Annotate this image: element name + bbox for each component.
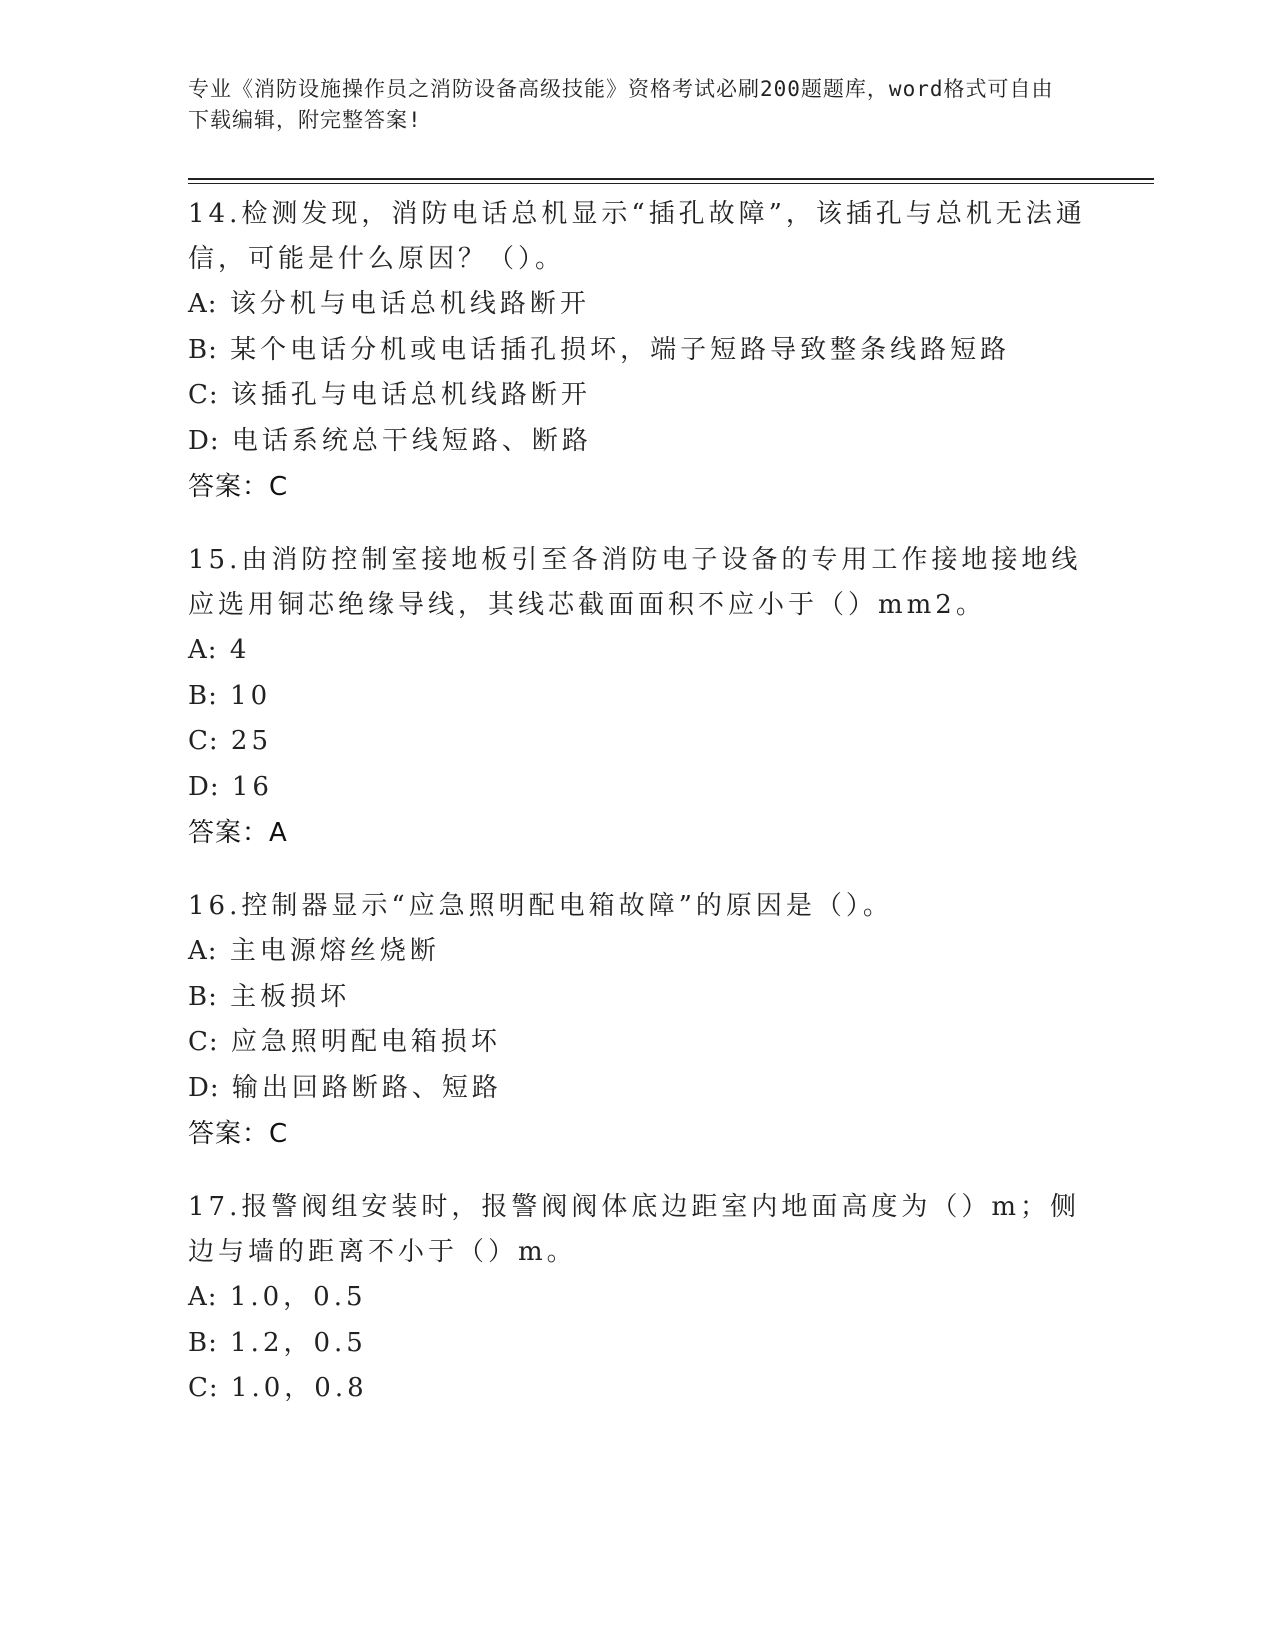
option-letter: A: <box>188 289 218 319</box>
option-a <box>188 1275 1088 1321</box>
question-list <box>188 192 1088 1440</box>
option-letter: C: <box>188 726 219 756</box>
option-text: 某个电话分机或电话插孔损坏，端子短路导致整条线路短路 <box>230 334 1011 365</box>
option-c <box>188 719 1088 765</box>
option-text: 1.0，0.8 <box>230 1373 368 1403</box>
option-b <box>188 1321 1088 1367</box>
option-text: 输出回路断路、短路 <box>231 1072 502 1103</box>
header-rule-thin <box>188 183 1154 184</box>
option-text: 电话系统总干线短路、断路 <box>231 425 592 456</box>
option-text: 16 <box>231 771 273 802</box>
option-d <box>188 1066 1088 1112</box>
option-c <box>188 373 1088 419</box>
option-letter: A: <box>188 635 218 665</box>
option-letter: D: <box>188 425 220 456</box>
question-16 <box>188 884 1088 1157</box>
option-a <box>188 282 1088 328</box>
option-letter: B: <box>188 981 218 1012</box>
answer-line: 答案：C <box>188 472 289 502</box>
option-letter: A: <box>188 1282 218 1312</box>
option-d <box>188 419 1088 465</box>
question-15 <box>188 538 1088 856</box>
answer-line: 答案：A <box>188 818 288 848</box>
option-a <box>188 929 1088 975</box>
option-letter: D: <box>188 1072 220 1103</box>
option-text: 应急照明配电箱损坏 <box>230 1027 501 1057</box>
option-text: 该插孔与电话总机线路断开 <box>230 380 591 410</box>
question-17 <box>188 1185 1088 1412</box>
option-c <box>188 1366 1088 1412</box>
option-text: 1.2，0.5 <box>230 1327 367 1358</box>
option-b <box>188 975 1088 1021</box>
header-rule-thick <box>188 178 1154 180</box>
option-text: 10 <box>230 680 272 711</box>
option-letter: C: <box>188 380 219 410</box>
option-text: 主板损坏 <box>230 981 351 1012</box>
question-stem: 14.检测发现，消防电话总机显示“插孔故障”，该插孔与总机无法通信，可能是什么原因？（）。 <box>188 199 1086 274</box>
option-text: 主电源熔丝烧断 <box>229 936 440 966</box>
question-stem: 16.控制器显示“应急照明配电箱故障”的原因是（）。 <box>188 891 893 921</box>
option-letter: D: <box>188 771 220 802</box>
option-letter: C: <box>188 1373 219 1403</box>
option-text: 1.0，0.5 <box>229 1282 367 1312</box>
option-b <box>188 674 1088 720</box>
question-14 <box>188 192 1088 510</box>
option-text: 该分机与电话总机线路断开 <box>229 289 590 319</box>
option-d <box>188 765 1088 811</box>
option-text: 25 <box>230 726 273 756</box>
option-c <box>188 1020 1088 1066</box>
option-letter: B: <box>188 1327 218 1358</box>
option-a <box>188 628 1088 674</box>
question-stem: 17.报警阀组安装时，报警阀阀体底边距室内地面高度为（）m；侧边与墙的距离不小于（）m。 <box>188 1192 1081 1267</box>
option-letter: B: <box>188 680 218 711</box>
question-stem: 15.由消防控制室接地板引至各消防电子设备的专用工作接地接地线应选用铜芯绝缘导线，其线芯截面面积不应小于（）mm2。 <box>188 545 1082 620</box>
answer-line: 答案：C <box>188 1119 289 1149</box>
option-letter: A: <box>188 936 218 966</box>
option-letter: B: <box>188 334 218 365</box>
option-text: 4 <box>229 635 251 665</box>
option-b <box>188 328 1088 374</box>
document-header: 专业《消防设施操作员之消防设备高级技能》资格考试必刷200题题库，word格式可自由下载编辑，附完整答案! <box>188 77 1054 132</box>
option-letter: C: <box>188 1027 219 1057</box>
